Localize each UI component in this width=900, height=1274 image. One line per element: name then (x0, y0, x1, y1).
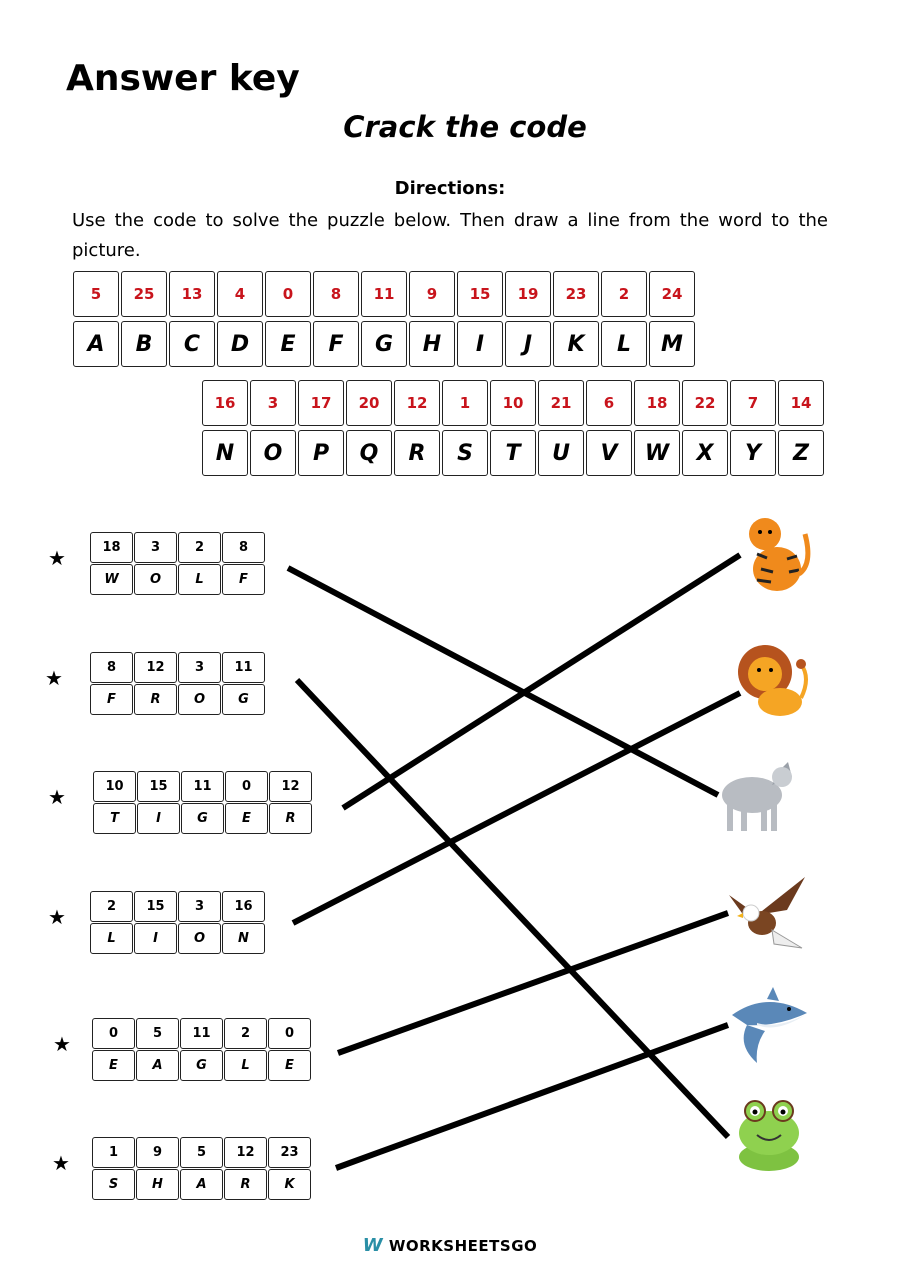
code-letter-cell: B (121, 321, 167, 367)
code-letter-cell: N (202, 430, 248, 476)
code-letter-cell: L (601, 321, 647, 367)
puzzle-number-cell: 12 (269, 771, 312, 802)
puzzle-letter-cell: E (225, 803, 268, 834)
puzzle-number-cell: 11 (222, 652, 265, 683)
puzzle-number-cell: 5 (180, 1137, 223, 1168)
puzzle-number-cell: 12 (224, 1137, 267, 1168)
code-number-cell: 15 (457, 271, 503, 317)
code-letter-cell: Y (730, 430, 776, 476)
shark-picture (727, 985, 807, 1065)
line-frog (297, 680, 728, 1137)
code-number-cell: 12 (394, 380, 440, 426)
code-number-cell: 10 (490, 380, 536, 426)
page-title: Answer key (66, 58, 300, 99)
code-letter-cell: F (313, 321, 359, 367)
puzzle-number-cell: 2 (224, 1018, 267, 1049)
star-icon: ★ (52, 1151, 70, 1175)
star-icon: ★ (48, 546, 66, 570)
code-number-cell: 13 (169, 271, 215, 317)
directions-heading: Directions: (394, 178, 506, 199)
frog-picture (727, 1095, 807, 1175)
puzzle-letter-cell: L (90, 923, 133, 954)
line-wolf (288, 568, 718, 795)
code-letter-cell: W (634, 430, 680, 476)
puzzle-number-cell: 12 (134, 652, 177, 683)
puzzle-letter-cell: W (90, 564, 133, 595)
puzzle-number-cell: 2 (90, 891, 133, 922)
code-letter-cell: Q (346, 430, 392, 476)
lion-picture (735, 640, 815, 720)
puzzle-number-cell: 15 (137, 771, 180, 802)
puzzle-letter-cell: G (181, 803, 224, 834)
logo-brand-b: GO (511, 1237, 538, 1255)
puzzle-number-cell: 0 (225, 771, 268, 802)
code-number-cell: 4 (217, 271, 263, 317)
puzzle-number-cell: 16 (222, 891, 265, 922)
puzzle-number-cell: 3 (134, 532, 177, 563)
puzzle-letter-cell: R (224, 1169, 267, 1200)
code-number-cell: 9 (409, 271, 455, 317)
puzzle-letter-cell: A (136, 1050, 179, 1081)
code-number-cell: 3 (250, 380, 296, 426)
puzzle-letter-cell: S (92, 1169, 135, 1200)
puzzle-number-cell: 0 (268, 1018, 311, 1049)
puzzle-number-cell: 9 (136, 1137, 179, 1168)
code-letter-cell: Z (778, 430, 824, 476)
puzzle-letter-cell: N (222, 923, 265, 954)
code-letter-cell: I (457, 321, 503, 367)
code-letter-cell: V (586, 430, 632, 476)
tiger-picture (737, 514, 817, 594)
puzzle-number-cell: 3 (178, 891, 221, 922)
puzzle-letter-cell: G (180, 1050, 223, 1081)
code-number-cell: 19 (505, 271, 551, 317)
puzzle-letter-cell: A (180, 1169, 223, 1200)
worksheetsgo-logo (0, 1235, 900, 1256)
code-letter-cell: T (490, 430, 536, 476)
puzzle-number-cell: 1 (92, 1137, 135, 1168)
puzzle-number-cell: 10 (93, 771, 136, 802)
star-icon: ★ (48, 905, 66, 929)
puzzle-letter-cell: G (222, 684, 265, 715)
star-icon: ★ (45, 666, 63, 690)
puzzle-letter-cell: O (178, 923, 221, 954)
directions-text: Use the code to solve the puzzle below. Then draw a line from the word to the picture. (72, 210, 828, 261)
puzzle-letter-cell: L (178, 564, 221, 595)
star-icon: ★ (53, 1032, 71, 1056)
worksheet-subtitle: Crack the code (343, 110, 587, 144)
code-letter-cell: S (442, 430, 488, 476)
code-number-cell: 23 (553, 271, 599, 317)
line-lion (293, 693, 740, 923)
wolf-picture (717, 755, 797, 835)
code-letter-cell: P (298, 430, 344, 476)
puzzle-number-cell: 18 (90, 532, 133, 563)
code-number-cell: 21 (538, 380, 584, 426)
code-number-cell: 7 (730, 380, 776, 426)
puzzle-letter-cell: K (268, 1169, 311, 1200)
puzzle-number-cell: 2 (178, 532, 221, 563)
eagle-picture (727, 875, 807, 955)
code-letter-cell: E (265, 321, 311, 367)
puzzle-letter-cell: L (224, 1050, 267, 1081)
code-number-cell: 24 (649, 271, 695, 317)
puzzle-number-cell: 3 (178, 652, 221, 683)
code-number-cell: 1 (442, 380, 488, 426)
code-letter-cell: R (394, 430, 440, 476)
puzzle-letter-cell: I (137, 803, 180, 834)
puzzle-letter-cell: E (268, 1050, 311, 1081)
code-number-cell: 17 (298, 380, 344, 426)
star-icon: ★ (48, 785, 66, 809)
line-tiger (343, 555, 740, 808)
line-shark (336, 1025, 728, 1168)
puzzle-letter-cell: H (136, 1169, 179, 1200)
code-letter-cell: O (250, 430, 296, 476)
code-number-cell: 8 (313, 271, 359, 317)
code-number-cell: 0 (265, 271, 311, 317)
puzzle-letter-cell: E (92, 1050, 135, 1081)
code-number-cell: 14 (778, 380, 824, 426)
code-letter-cell: D (217, 321, 263, 367)
puzzle-number-cell: 11 (181, 771, 224, 802)
logo-brand-a: WORKSHEETS (388, 1237, 512, 1255)
puzzle-number-cell: 0 (92, 1018, 135, 1049)
puzzle-letter-cell: O (134, 564, 177, 595)
code-number-cell: 11 (361, 271, 407, 317)
puzzle-letter-cell: F (90, 684, 133, 715)
puzzle-letter-cell: R (269, 803, 312, 834)
code-letter-cell: H (409, 321, 455, 367)
puzzle-number-cell: 8 (90, 652, 133, 683)
puzzle-number-cell: 15 (134, 891, 177, 922)
code-number-cell: 22 (682, 380, 728, 426)
code-letter-cell: K (553, 321, 599, 367)
logo-w-icon: W (362, 1235, 384, 1256)
code-number-cell: 2 (601, 271, 647, 317)
puzzle-letter-cell: T (93, 803, 136, 834)
puzzle-letter-cell: O (178, 684, 221, 715)
code-number-cell: 20 (346, 380, 392, 426)
code-letter-cell: G (361, 321, 407, 367)
puzzle-letter-cell: I (134, 923, 177, 954)
code-letter-cell: U (538, 430, 584, 476)
puzzle-letter-cell: R (134, 684, 177, 715)
puzzle-number-cell: 5 (136, 1018, 179, 1049)
code-letter-cell: C (169, 321, 215, 367)
code-letter-cell: X (682, 430, 728, 476)
puzzle-number-cell: 11 (180, 1018, 223, 1049)
code-number-cell: 6 (586, 380, 632, 426)
code-letter-cell: J (505, 321, 551, 367)
code-letter-cell: A (73, 321, 119, 367)
code-letter-cell: M (649, 321, 695, 367)
code-number-cell: 16 (202, 380, 248, 426)
code-number-cell: 5 (73, 271, 119, 317)
puzzle-letter-cell: F (222, 564, 265, 595)
code-number-cell: 25 (121, 271, 167, 317)
puzzle-number-cell: 8 (222, 532, 265, 563)
puzzle-number-cell: 23 (268, 1137, 311, 1168)
code-number-cell: 18 (634, 380, 680, 426)
